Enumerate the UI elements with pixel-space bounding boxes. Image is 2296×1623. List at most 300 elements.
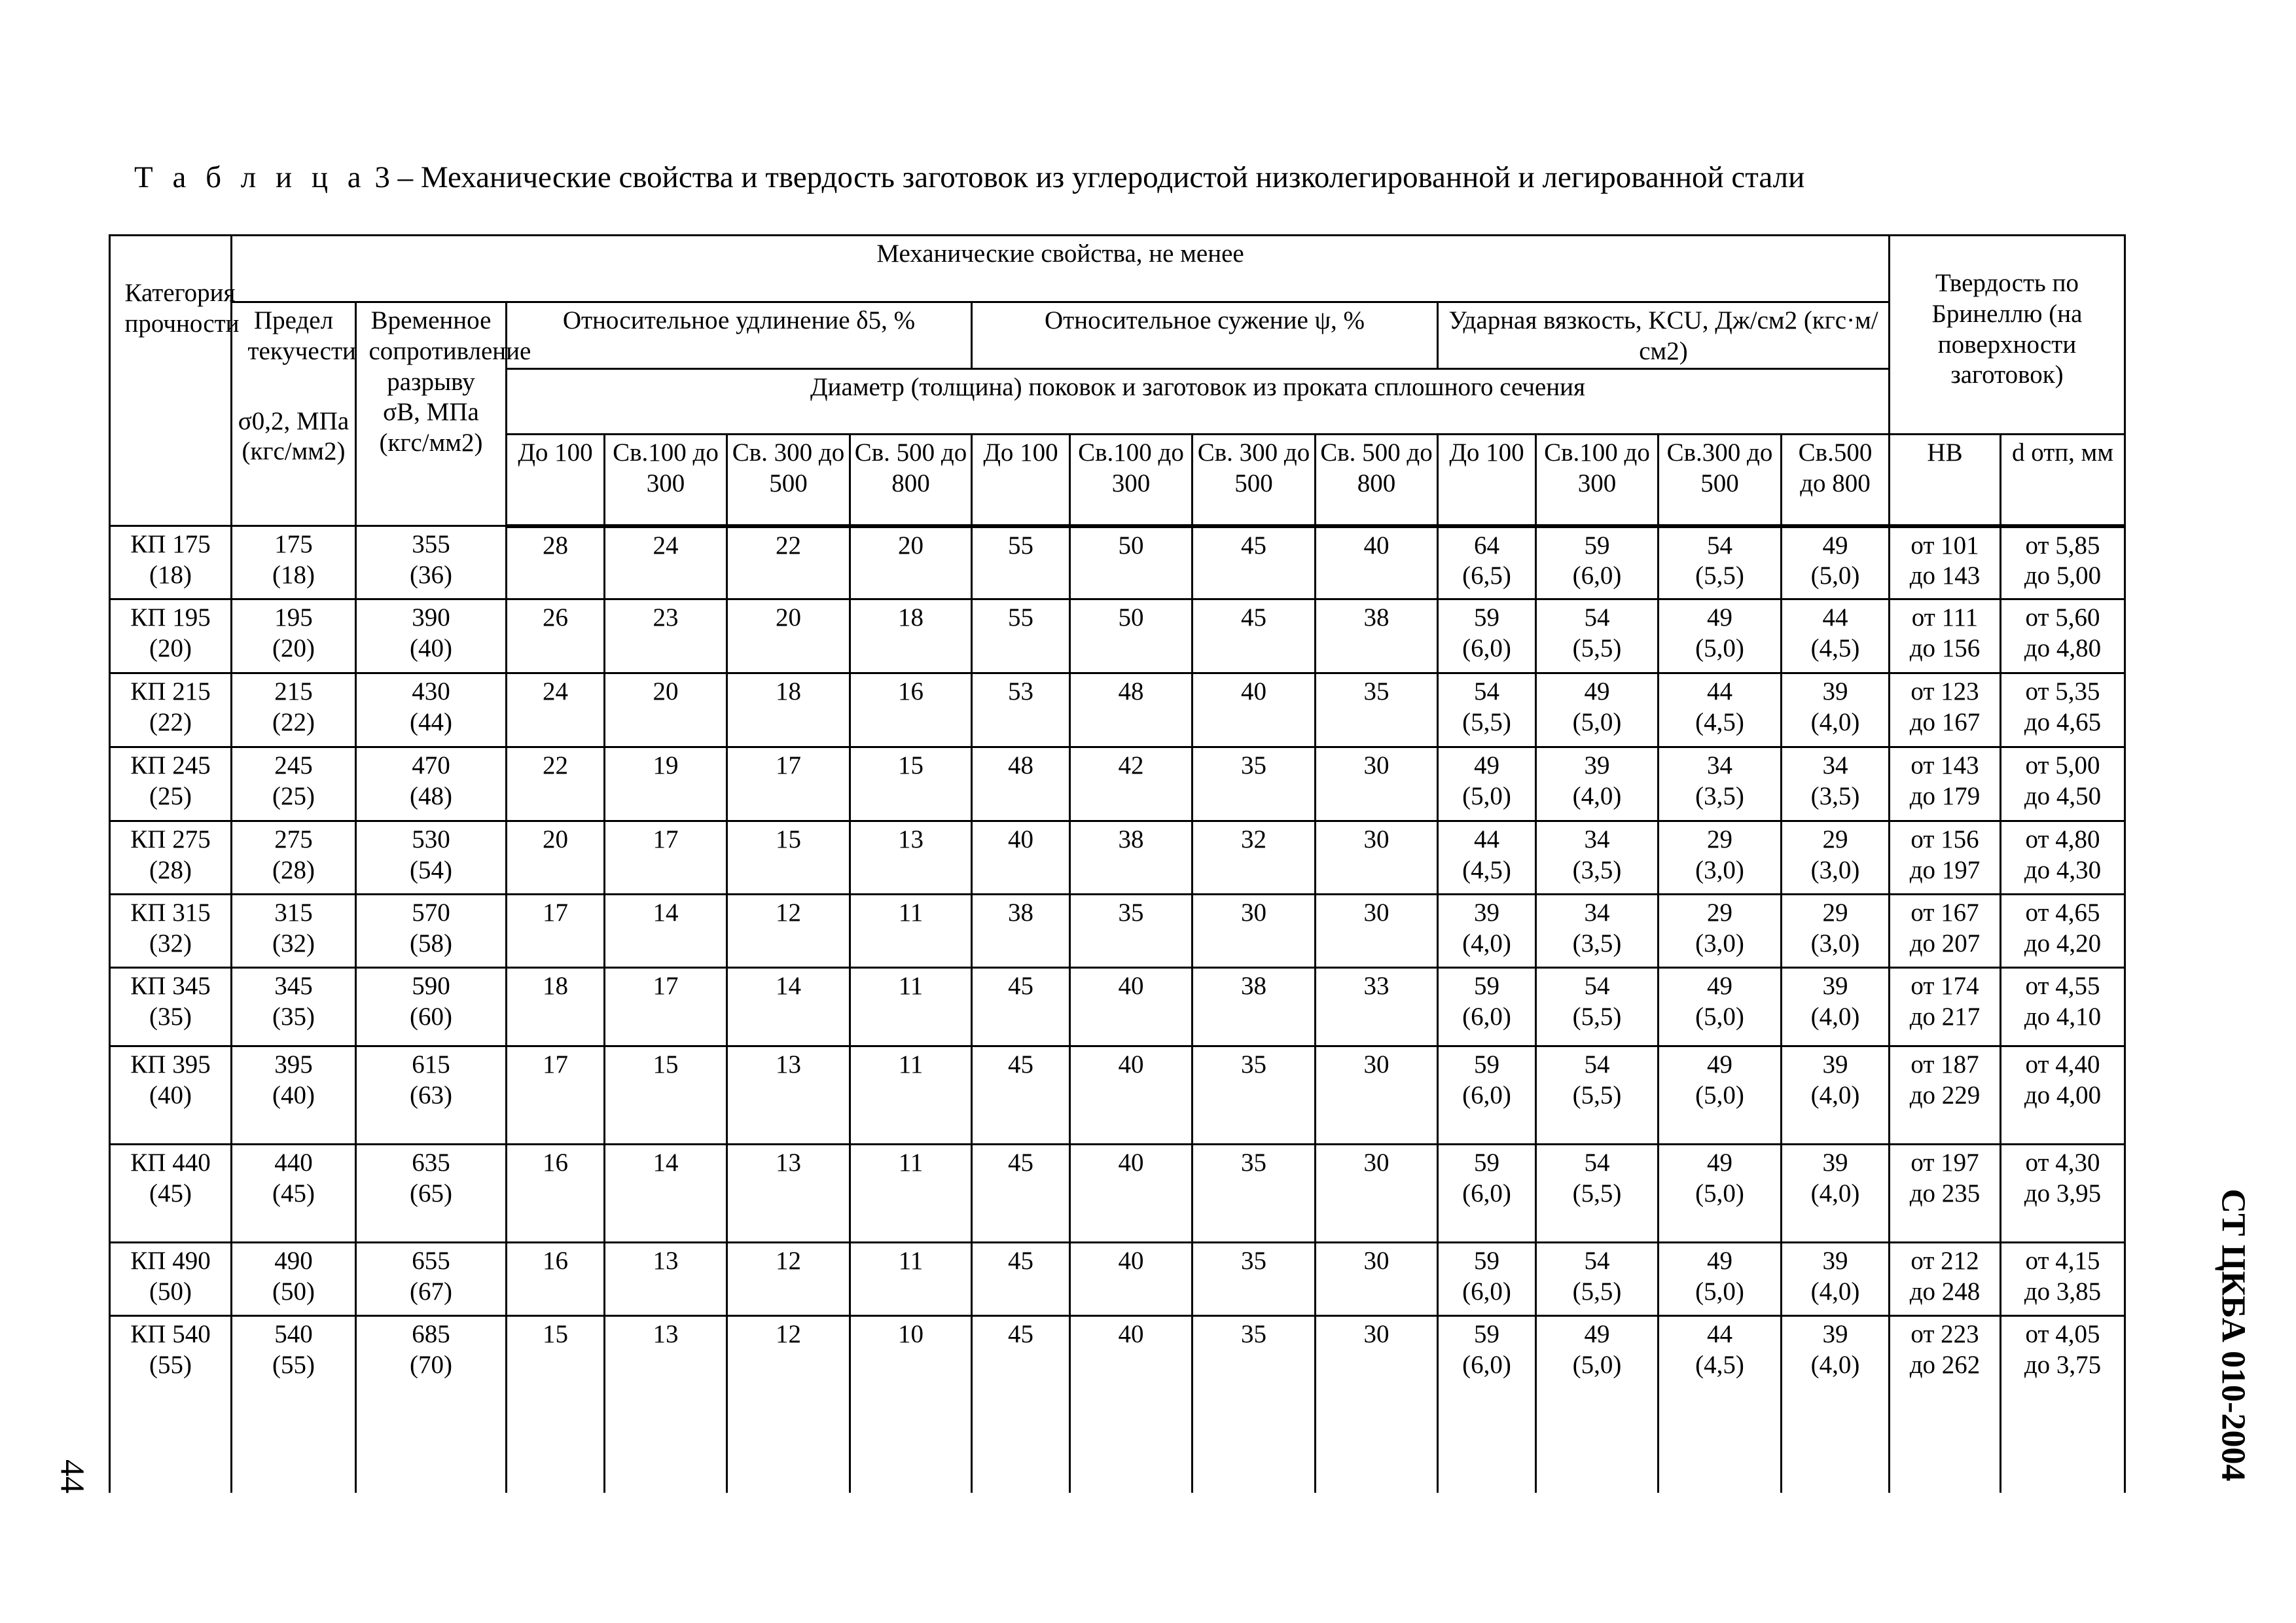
cell-narrowing: 40 — [1316, 526, 1438, 599]
cell-line: (65) — [410, 1179, 452, 1207]
cell-line: (6,0) — [1462, 1080, 1511, 1109]
cell-narrowing: 45 — [1193, 599, 1316, 673]
cell-elongation: 18 — [727, 673, 850, 747]
table-title — [134, 162, 1804, 193]
cell-elongation: 19 — [605, 747, 727, 821]
cell-line: 39 — [1822, 1320, 1848, 1348]
cell-line: от 4,05 — [2025, 1320, 2100, 1348]
cell-line: 615 — [412, 1050, 450, 1079]
cell-line: до 229 — [1909, 1080, 1981, 1109]
cell-line: 655 — [412, 1247, 450, 1275]
cell-line: 29 — [1707, 899, 1732, 927]
cell-line: (55) — [272, 1350, 315, 1379]
cell-elongation: 17 — [507, 1046, 605, 1145]
cell-line: 39 — [1822, 1050, 1848, 1079]
cell-line: 530 — [412, 825, 450, 853]
header-category-cell — [110, 236, 240, 526]
range-elong-3: Св. 300 до 500 — [727, 435, 850, 526]
table-row — [110, 1243, 2125, 1316]
cell-line: (63) — [410, 1080, 452, 1109]
cell-narrowing: 50 — [1070, 599, 1193, 673]
cell-line: 39 — [1474, 899, 1499, 927]
cell-narrowing: 48 — [972, 747, 1070, 821]
cell-line: (5,0) — [1572, 707, 1622, 736]
cell-line: 54 — [1584, 1247, 1610, 1275]
header-hardness: Твердость по Бринеллю (на поверхности заготовок) — [1931, 269, 2083, 389]
cell-line: (22) — [149, 707, 192, 736]
cell-line: 49 — [1707, 1247, 1732, 1275]
cell-line: 395 — [274, 1050, 313, 1079]
cell-line: (5,0) — [1695, 1277, 1744, 1306]
cell-line: 59 — [1474, 972, 1499, 1000]
cell-line: от 5,85 — [2025, 531, 2100, 560]
cell-line: (35) — [272, 1002, 315, 1031]
cell-line: до 217 — [1909, 1002, 1981, 1031]
cell-line: от 187 — [1910, 1050, 1979, 1079]
cell-elongation: 13 — [727, 1046, 850, 1145]
cell-line: (45) — [272, 1179, 315, 1207]
cell-elongation: 26 — [507, 599, 605, 673]
cell-line: (18) — [272, 560, 315, 589]
cell-elongation: 12 — [727, 1243, 850, 1316]
cell-line: (5,5) — [1572, 1179, 1622, 1207]
cell-narrowing: 30 — [1316, 895, 1438, 968]
cell-line: (20) — [272, 633, 315, 662]
cell-narrowing: 30 — [1316, 1243, 1438, 1316]
header-narrowing: Относительное сужение ψ, % — [972, 302, 1438, 369]
cell-line: до 197 — [1909, 855, 1981, 884]
header-mechanical: Механические свойства, не менее — [232, 236, 1890, 302]
cell-elongation: 24 — [507, 673, 605, 747]
cell-line: КП 345 — [130, 972, 211, 1000]
cell-line: от 4,55 — [2025, 972, 2100, 1000]
cell-elongation: 16 — [850, 673, 972, 747]
cell-line: (5,5) — [1572, 1080, 1622, 1109]
page-number — [52, 1457, 92, 1496]
cell-line: 470 — [412, 751, 450, 779]
cell-line: (20) — [149, 633, 192, 662]
cell-line: (28) — [149, 855, 192, 884]
range-narrow-4: Св. 500 до 800 — [1316, 435, 1438, 526]
header-d-otp: d отп, мм — [2001, 435, 2125, 526]
cell-line: КП 540 — [130, 1320, 211, 1348]
cell-narrowing: 45 — [972, 1243, 1070, 1316]
cell-line: от 197 — [1910, 1149, 1979, 1177]
cell-elongation: 20 — [507, 821, 605, 895]
cell-line: 490 — [274, 1247, 313, 1275]
cell-line: 59 — [1474, 1050, 1499, 1079]
cell-line: (58) — [410, 929, 452, 957]
cell-line: КП 195 — [130, 603, 211, 632]
cell-elongation: 15 — [507, 1316, 605, 1493]
cell-line: от 111 — [1911, 603, 1979, 632]
cell-line: до 248 — [1909, 1277, 1981, 1306]
cell-elongation: 20 — [605, 673, 727, 747]
cell-narrowing: 45 — [972, 968, 1070, 1046]
cell-line: (5,0) — [1695, 1002, 1744, 1031]
cell-line: (3,0) — [1695, 929, 1744, 957]
cell-line: КП 215 — [130, 677, 211, 705]
cell-line: до 156 — [1909, 633, 1981, 662]
cell-line: 39 — [1822, 677, 1848, 705]
table-row — [110, 1316, 2125, 1493]
cell-line: 54 — [1584, 1050, 1610, 1079]
cell-line: до 3,85 — [2024, 1277, 2102, 1306]
cell-line: до 143 — [1909, 562, 1981, 590]
cell-line: 49 — [1707, 1050, 1732, 1079]
cell-elongation: 13 — [727, 1145, 850, 1243]
cell-elongation: 12 — [727, 1316, 850, 1493]
cell-line: до 3,75 — [2024, 1350, 2102, 1379]
cell-line: 54 — [1707, 531, 1732, 560]
cell-line: 44 — [1707, 1320, 1732, 1348]
cell-elongation: 17 — [727, 747, 850, 821]
cell-narrowing: 35 — [1070, 895, 1193, 968]
cell-line: (18) — [149, 560, 192, 589]
cell-line: (45) — [149, 1179, 192, 1207]
cell-elongation: 11 — [850, 895, 972, 968]
cell-line: 64 — [1474, 531, 1499, 560]
range-narrow-3: Св. 300 до 500 — [1193, 435, 1316, 526]
table-row — [110, 599, 2125, 673]
header-tensile: Временное сопротивление разрыву σВ, МПа (кгс/мм2) — [368, 306, 531, 457]
cell-line: (32) — [272, 929, 315, 957]
table-row — [110, 1145, 2125, 1243]
cell-narrowing: 38 — [1193, 968, 1316, 1046]
cell-line: 59 — [1474, 1149, 1499, 1177]
cell-line: (4,5) — [1462, 855, 1511, 884]
cell-line: (6,0) — [1462, 633, 1511, 662]
cell-line: от 174 — [1910, 972, 1979, 1000]
cell-line: 34 — [1707, 751, 1732, 779]
cell-elongation: 17 — [605, 968, 727, 1046]
cell-line: до 4,50 — [2024, 781, 2102, 810]
cell-line: (5,5) — [1572, 1277, 1622, 1306]
cell-line: 29 — [1822, 825, 1848, 853]
cell-elongation: 18 — [507, 968, 605, 1046]
cell-narrowing: 42 — [1070, 747, 1193, 821]
table-row — [110, 747, 2125, 821]
cell-elongation: 14 — [727, 968, 850, 1046]
header-hb: НВ — [1890, 435, 2001, 526]
cell-narrowing: 35 — [1193, 1145, 1316, 1243]
cell-line: 355 — [412, 530, 450, 558]
cell-elongation: 11 — [850, 1046, 972, 1145]
cell-line: 39 — [1822, 1247, 1848, 1275]
cell-narrowing: 38 — [972, 895, 1070, 968]
cell-elongation: 13 — [850, 821, 972, 895]
cell-line: (4,0) — [1810, 1002, 1860, 1031]
cell-narrowing: 45 — [972, 1316, 1070, 1493]
cell-line: 49 — [1474, 751, 1499, 779]
cell-line: (50) — [272, 1277, 315, 1306]
cell-narrowing: 48 — [1070, 673, 1193, 747]
cell-line: КП 175 — [130, 530, 211, 558]
table-row — [110, 1046, 2125, 1145]
cell-narrowing: 55 — [972, 599, 1070, 673]
range-elong-1: До 100 — [507, 435, 605, 526]
cell-narrowing: 40 — [1070, 1145, 1193, 1243]
cell-line: 430 — [412, 677, 450, 705]
cell-elongation: 17 — [605, 821, 727, 895]
cell-line: (5,0) — [1695, 1179, 1744, 1207]
cell-line: 315 — [274, 899, 313, 927]
header-hardness-cell — [1890, 236, 2125, 435]
cell-line: (70) — [410, 1350, 452, 1379]
cell-line: 44 — [1822, 603, 1848, 632]
cell-line: КП 440 — [130, 1149, 211, 1177]
range-impact-1: До 100 — [1438, 435, 1536, 526]
cell-elongation: 15 — [727, 821, 850, 895]
range-narrow-1: До 100 — [972, 435, 1070, 526]
cell-line: 59 — [1584, 531, 1610, 560]
cell-line: (60) — [410, 1002, 452, 1031]
header-impact: Ударная вязкость, KCU, Дж/см2 (кгс·м/см2) — [1438, 302, 1890, 369]
cell-elongation: 13 — [605, 1316, 727, 1493]
cell-line: (67) — [410, 1277, 452, 1306]
cell-elongation: 11 — [850, 1243, 972, 1316]
cell-line: до 3,95 — [2024, 1179, 2102, 1207]
header-elongation: Относительное удлинение δ5, % — [507, 302, 972, 369]
cell-line: (32) — [149, 929, 192, 957]
cell-line: от 4,40 — [2025, 1050, 2100, 1079]
cell-line: от 4,15 — [2025, 1247, 2100, 1275]
cell-line: (4,5) — [1695, 707, 1744, 736]
cell-line: до 4,65 — [2024, 707, 2102, 736]
cell-line: (4,5) — [1810, 633, 1860, 662]
cell-line: 34 — [1822, 751, 1848, 779]
cell-elongation: 11 — [850, 1145, 972, 1243]
cell-narrowing: 35 — [1316, 673, 1438, 747]
cell-elongation: 14 — [605, 895, 727, 968]
cell-line: 49 — [1584, 1320, 1610, 1348]
cell-line: до 207 — [1909, 929, 1981, 957]
cell-line: от 156 — [1910, 825, 1979, 853]
cell-line: 215 — [274, 677, 313, 705]
cell-elongation: 13 — [605, 1243, 727, 1316]
cell-line: КП 275 — [130, 825, 211, 853]
cell-line: (5,0) — [1695, 633, 1744, 662]
cell-line: 49 — [1822, 531, 1848, 560]
cell-narrowing: 33 — [1316, 968, 1438, 1046]
cell-line: 540 — [274, 1320, 313, 1348]
cell-line: от 5,00 — [2025, 751, 2100, 779]
cell-line: (28) — [272, 855, 315, 884]
cell-narrowing: 55 — [972, 526, 1070, 599]
range-narrow-2: Св.100 до 300 — [1070, 435, 1193, 526]
cell-narrowing: 40 — [1070, 1243, 1193, 1316]
cell-narrowing: 45 — [972, 1145, 1070, 1243]
cell-elongation: 16 — [507, 1145, 605, 1243]
cell-narrowing: 40 — [972, 821, 1070, 895]
cell-line: 39 — [1822, 972, 1848, 1000]
cell-line: от 101 — [1910, 531, 1979, 560]
cell-line: 34 — [1584, 899, 1610, 927]
cell-narrowing: 35 — [1193, 747, 1316, 821]
cell-line: (4,0) — [1810, 1350, 1860, 1379]
cell-elongation: 15 — [850, 747, 972, 821]
cell-line: 345 — [274, 972, 313, 1000]
cell-line: 635 — [412, 1149, 450, 1177]
header-yield-symbol: σ0,2, МПа (кгс/мм2) — [238, 406, 350, 466]
cell-line: 34 — [1584, 825, 1610, 853]
cell-line: (3,5) — [1572, 855, 1622, 884]
range-impact-2: Св.100 до 300 — [1536, 435, 1659, 526]
cell-elongation: 24 — [605, 526, 727, 599]
cell-line: (54) — [410, 855, 452, 884]
cell-line: до 4,20 — [2024, 929, 2102, 957]
cell-elongation: 10 — [850, 1316, 972, 1493]
cell-line: 59 — [1474, 603, 1499, 632]
cell-line: (4,5) — [1695, 1350, 1744, 1379]
cell-narrowing: 45 — [972, 1046, 1070, 1145]
cell-narrowing: 40 — [1193, 673, 1316, 747]
cell-narrowing: 30 — [1193, 895, 1316, 968]
cell-line: 44 — [1474, 825, 1499, 853]
cell-line: КП 245 — [130, 751, 211, 779]
cell-line: 440 — [274, 1149, 313, 1177]
cell-line: 570 — [412, 899, 450, 927]
document-code-text: СТ ЦКБА 010-2004 — [2214, 1188, 2252, 1482]
cell-narrowing: 45 — [1193, 526, 1316, 599]
cell-line: (4,0) — [1810, 707, 1860, 736]
cell-narrowing: 32 — [1193, 821, 1316, 895]
cell-line: 590 — [412, 972, 450, 1000]
cell-narrowing: 38 — [1316, 599, 1438, 673]
cell-line: от 143 — [1910, 751, 1979, 779]
cell-line: (5,5) — [1572, 1002, 1622, 1031]
cell-elongation: 20 — [727, 599, 850, 673]
table-row — [110, 895, 2125, 968]
cell-line: до 4,00 — [2024, 1080, 2102, 1109]
cell-elongation: 18 — [850, 599, 972, 673]
cell-line: (40) — [272, 1080, 315, 1109]
range-impact-3: Св.300 до 500 — [1659, 435, 1782, 526]
cell-elongation: 12 — [727, 895, 850, 968]
cell-line: 685 — [412, 1320, 450, 1348]
cell-narrowing: 30 — [1316, 747, 1438, 821]
cell-line: (4,0) — [1810, 1277, 1860, 1306]
cell-line: 59 — [1474, 1247, 1499, 1275]
cell-line: (36) — [410, 560, 452, 589]
cell-line: (5,0) — [1695, 1080, 1744, 1109]
cell-narrowing: 30 — [1316, 1316, 1438, 1493]
cell-line: от 4,30 — [2025, 1149, 2100, 1177]
header-yield-cell — [232, 302, 356, 526]
cell-line: (4,0) — [1810, 1080, 1860, 1109]
cell-line: 59 — [1474, 1320, 1499, 1348]
cell-narrowing: 38 — [1070, 821, 1193, 895]
cell-line: (50) — [149, 1277, 192, 1306]
cell-line: (25) — [149, 781, 192, 810]
header-diameter: Диаметр (толщина) поковок и заготовок из проката сплошного сечения — [507, 369, 1890, 435]
header-tensile-cell — [356, 302, 531, 526]
cell-elongation: 14 — [605, 1145, 727, 1243]
cell-line: (5,0) — [1572, 1350, 1622, 1379]
cell-line: (35) — [149, 1002, 192, 1031]
cell-elongation: 15 — [605, 1046, 727, 1145]
table-row — [110, 968, 2125, 1046]
table-row — [110, 526, 2125, 599]
cell-narrowing: 53 — [972, 673, 1070, 747]
cell-line: до 4,30 — [2024, 855, 2102, 884]
table-row — [110, 821, 2125, 895]
range-elong-4: Св. 500 до 800 — [850, 435, 972, 526]
cell-elongation: 23 — [605, 599, 727, 673]
cell-narrowing: 35 — [1193, 1243, 1316, 1316]
range-elong-2: Св.100 до 300 — [605, 435, 727, 526]
cell-elongation: 11 — [850, 968, 972, 1046]
cell-line: 54 — [1474, 677, 1499, 705]
cell-line: до 5,00 — [2024, 562, 2102, 590]
table-title-text: – Механические свойства и твердость заготовок из углеродистой низколегированной и легированной стали — [389, 160, 1805, 194]
cell-line: 245 — [274, 751, 313, 779]
cell-elongation: 17 — [507, 895, 605, 968]
cell-line: (4,0) — [1462, 929, 1511, 957]
cell-line: КП 315 — [130, 899, 211, 927]
cell-line: до 235 — [1909, 1179, 1981, 1207]
cell-line: от 212 — [1910, 1247, 1979, 1275]
cell-narrowing: 40 — [1070, 1046, 1193, 1145]
cell-line: (5,5) — [1572, 633, 1622, 662]
cell-line: 275 — [274, 825, 313, 853]
cell-line: 49 — [1707, 1149, 1732, 1177]
cell-line: (55) — [149, 1350, 192, 1379]
cell-line: от 167 — [1910, 899, 1979, 927]
header-yield: Предел текучести — [247, 306, 356, 365]
cell-line: 195 — [274, 603, 313, 632]
cell-line: (6,0) — [1462, 1277, 1511, 1306]
cell-line: до 179 — [1909, 781, 1981, 810]
cell-line: 54 — [1584, 1149, 1610, 1177]
cell-narrowing: 30 — [1316, 1046, 1438, 1145]
cell-line: до 4,80 — [2024, 633, 2102, 662]
cell-line: 39 — [1584, 751, 1610, 779]
cell-elongation: 16 — [507, 1243, 605, 1316]
table-title-number: 3 — [374, 160, 390, 194]
properties-table — [109, 234, 2126, 1493]
cell-line: 54 — [1584, 972, 1610, 1000]
cell-narrowing: 40 — [1070, 1316, 1193, 1493]
cell-line: (3,5) — [1572, 929, 1622, 957]
cell-line: от 5,60 — [2025, 603, 2100, 632]
cell-line: 29 — [1707, 825, 1732, 853]
cell-line: (3,5) — [1695, 781, 1744, 810]
cell-line: (6,0) — [1462, 1350, 1511, 1379]
cell-line: 54 — [1584, 603, 1610, 632]
table-row — [110, 673, 2125, 747]
cell-line: (3,0) — [1810, 855, 1860, 884]
cell-elongation: 22 — [507, 747, 605, 821]
cell-line: (6,0) — [1462, 1179, 1511, 1207]
cell-line: до 167 — [1909, 707, 1981, 736]
cell-line: (3,0) — [1695, 855, 1744, 884]
cell-line: (5,5) — [1462, 707, 1511, 736]
cell-line: (3,0) — [1810, 929, 1860, 957]
cell-narrowing: 50 — [1070, 526, 1193, 599]
cell-line: от 223 — [1910, 1320, 1979, 1348]
cell-line: 44 — [1707, 677, 1732, 705]
cell-line: (5,5) — [1695, 562, 1744, 590]
cell-narrowing: 40 — [1070, 968, 1193, 1046]
cell-line: (6,5) — [1462, 562, 1511, 590]
cell-line: (22) — [272, 707, 315, 736]
cell-line: 49 — [1707, 603, 1732, 632]
cell-elongation: 20 — [850, 526, 972, 599]
cell-line: (5,0) — [1462, 781, 1511, 810]
cell-line: (44) — [410, 707, 452, 736]
cell-elongation: 28 — [507, 526, 605, 599]
